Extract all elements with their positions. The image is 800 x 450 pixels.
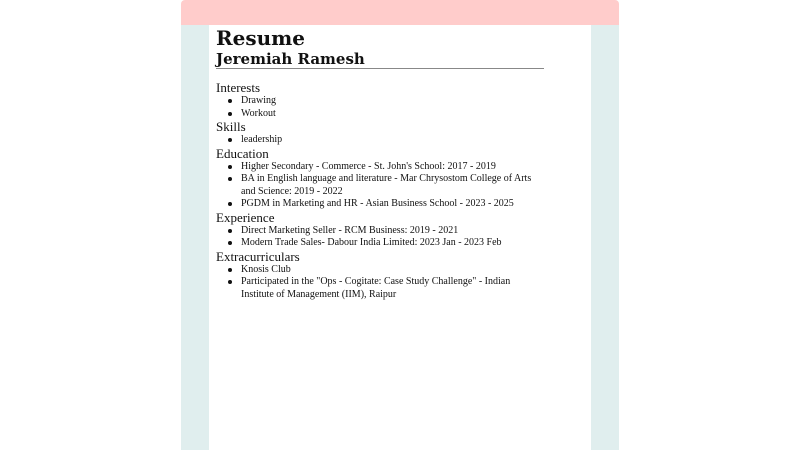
right-margin-panel bbox=[591, 25, 619, 450]
resume-content bbox=[216, 25, 544, 301]
section-list bbox=[216, 161, 544, 211]
section-list bbox=[216, 225, 544, 250]
section-heading: Extracurriculars bbox=[216, 248, 300, 264]
list-item: Higher Secondary - Commerce - St. John's School: 2017 - 2019 bbox=[241, 161, 544, 174]
section-list bbox=[216, 134, 544, 147]
section-education bbox=[216, 147, 544, 211]
list-item: BA in English language and literature - Mar Chrysostom College of Arts and Science: 2019 - 2022 bbox=[241, 173, 544, 198]
list-item: Direct Marketing Seller - RCM Business: 2019 - 2021 bbox=[241, 225, 544, 238]
list-item: PGDM in Marketing and HR - Asian Business School - 2023 - 2025 bbox=[241, 198, 544, 211]
top-banner bbox=[181, 0, 619, 25]
section-heading: Skills bbox=[216, 119, 246, 134]
section-list bbox=[216, 95, 544, 120]
list-item: Drawing bbox=[241, 95, 544, 108]
list-item: Workout bbox=[241, 108, 544, 121]
list-item: Participated in the "Ops - Cogitate: Case Study Challenge" - Indian Institute of Management (IIM), Raipur bbox=[241, 276, 544, 301]
section-list bbox=[216, 264, 544, 302]
section-heading: Education bbox=[216, 145, 269, 161]
candidate-name: Jeremiah Ramesh bbox=[216, 51, 544, 69]
list-item: leadership bbox=[241, 134, 544, 147]
list-item: Knosis Club bbox=[241, 264, 544, 277]
section-interests bbox=[216, 81, 544, 120]
resume-title: Resume bbox=[216, 26, 306, 50]
section-experience bbox=[216, 211, 544, 250]
list-item: Modern Trade Sales- Dabour India Limited: 2023 Jan - 2023 Feb bbox=[241, 237, 544, 250]
left-margin-panel bbox=[181, 25, 209, 450]
section-extracurriculars bbox=[216, 250, 544, 302]
section-heading: Experience bbox=[216, 209, 275, 225]
section-heading: Interests bbox=[216, 80, 261, 95]
resume-frame bbox=[181, 0, 619, 450]
section-skills bbox=[216, 120, 544, 147]
